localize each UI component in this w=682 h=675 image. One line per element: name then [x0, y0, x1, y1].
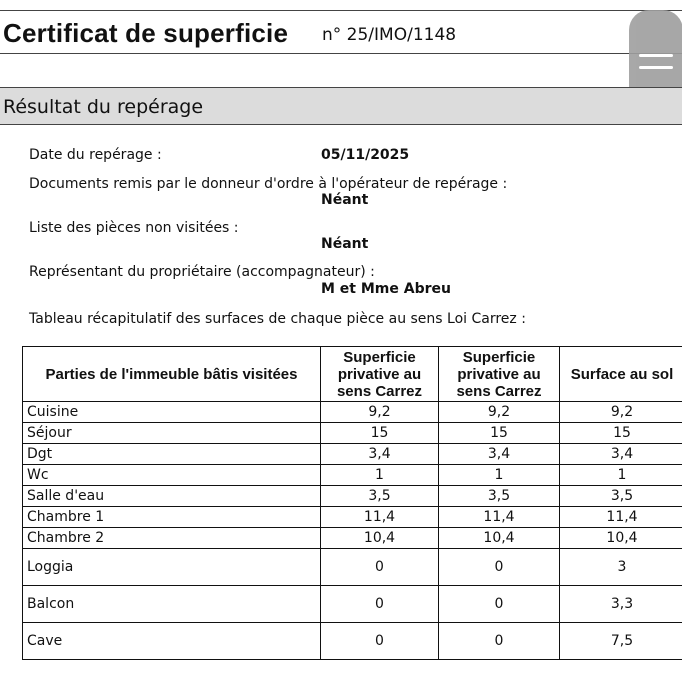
- table-row: [23, 507, 682, 528]
- carrez-area-1: 0: [321, 623, 439, 660]
- table-row: [23, 623, 682, 660]
- table-row: [23, 444, 682, 465]
- floor-area: 3,5: [560, 486, 682, 507]
- floor-area: 9,2: [560, 402, 682, 423]
- certificate-number: n° 25/IMO/1148: [322, 25, 457, 45]
- table-row: [23, 586, 682, 623]
- floor-area: 15: [560, 423, 682, 444]
- carrez-area-1: 9,2: [321, 402, 439, 423]
- room-name: Salle d'eau: [23, 486, 321, 507]
- floor-area: 10,4: [560, 528, 682, 549]
- carrez-area-1: 1: [321, 465, 439, 486]
- table-row: [23, 486, 682, 507]
- table-row: [23, 549, 682, 586]
- table-row: [23, 528, 682, 549]
- room-name: Séjour: [23, 423, 321, 444]
- room-name: Cave: [23, 623, 321, 660]
- carrez-area-1: 0: [321, 549, 439, 586]
- table-row: [23, 423, 682, 444]
- column-header-carrez-2: Superficie privative au sens Carrez: [439, 347, 560, 402]
- carrez-area-2: 10,4: [439, 528, 560, 549]
- column-header-carrez-1: Superficie privative au sens Carrez: [321, 347, 439, 402]
- representative-label: Représentant du propriétaire (accompagnateur) :: [29, 264, 375, 280]
- carrez-area-1: 3,4: [321, 444, 439, 465]
- floor-area: 3,4: [560, 444, 682, 465]
- room-name: Wc: [23, 465, 321, 486]
- room-name: Chambre 1: [23, 507, 321, 528]
- carrez-area-1: 0: [321, 586, 439, 623]
- date-value: 05/11/2025: [321, 147, 410, 163]
- column-header-floor-surface: Surface au sol: [560, 347, 682, 402]
- floor-area: 3,3: [560, 586, 682, 623]
- carrez-area-1: 15: [321, 423, 439, 444]
- column-header-rooms: Parties de l'immeuble bâtis visitées: [23, 347, 321, 402]
- carrez-area-1: 11,4: [321, 507, 439, 528]
- surface-table: [22, 346, 682, 660]
- carrez-area-2: 15: [439, 423, 560, 444]
- section-title: Résultat du repérage: [3, 96, 204, 118]
- table-header-row: [23, 347, 682, 402]
- carrez-area-2: 11,4: [439, 507, 560, 528]
- certificate-title: Certificat de superficie: [3, 18, 289, 48]
- carrez-area-2: 1: [439, 465, 560, 486]
- carrez-area-2: 3,4: [439, 444, 560, 465]
- floor-area: 11,4: [560, 507, 682, 528]
- section-header: [0, 87, 682, 125]
- non-visited-label: Liste des pièces non visitées :: [29, 220, 239, 236]
- room-name: Loggia: [23, 549, 321, 586]
- room-name: Cuisine: [23, 402, 321, 423]
- room-name: Dgt: [23, 444, 321, 465]
- room-name: Balcon: [23, 586, 321, 623]
- carrez-area-1: 10,4: [321, 528, 439, 549]
- representative-value: M et Mme Abreu: [321, 281, 451, 297]
- table-row: [23, 402, 682, 423]
- date-label: Date du repérage :: [29, 147, 162, 163]
- floor-area: 3: [560, 549, 682, 586]
- floor-area: 1: [560, 465, 682, 486]
- floor-area: 7,5: [560, 623, 682, 660]
- certificate-header: [0, 10, 682, 54]
- documents-value: Néant: [321, 192, 369, 208]
- non-visited-value: Néant: [321, 236, 369, 252]
- room-name: Chambre 2: [23, 528, 321, 549]
- carrez-area-2: 9,2: [439, 402, 560, 423]
- carrez-area-2: 0: [439, 623, 560, 660]
- carrez-area-1: 3,5: [321, 486, 439, 507]
- carrez-area-2: 3,5: [439, 486, 560, 507]
- table-row: [23, 465, 682, 486]
- carrez-area-2: 0: [439, 586, 560, 623]
- carrez-area-2: 0: [439, 549, 560, 586]
- table-intro: Tableau récapitulatif des surfaces de chaque pièce au sens Loi Carrez :: [29, 311, 526, 327]
- documents-label: Documents remis par le donneur d'ordre à l'opérateur de repérage :: [29, 176, 508, 192]
